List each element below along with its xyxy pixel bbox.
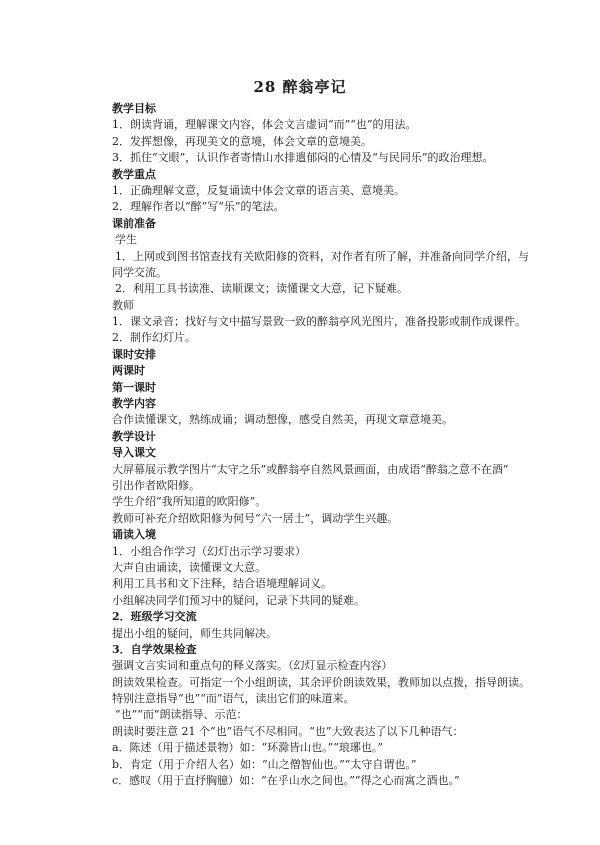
text-line: 1．正确理解文意，反复诵读中体会文章的语言美、意境美。 [112,183,405,197]
text-line: 1．朗读背诵，理解课文内容，体会文言虚词“而”“也”的用法。 [112,118,417,132]
text-line: 朗读时要注意 21 个“也”语气不尽相同。“也”大致表达了以下几种语气： [112,724,464,738]
text-line: 学生介绍“我所知道的欧阳修”。 [112,495,267,509]
text-line: c．感叹（用于直抒胸臆）如：“在乎山水之间也。”“得之心而寓之酒也。” [112,774,460,788]
text-line: 两课时 [112,364,145,378]
document-title: 28 醉翁亭记 [253,78,347,96]
text-line: 2．班级学习交流 [112,610,197,624]
text-line: b．肯定（用于介绍人名）如：“山之僧智仙也。”“太守自谓也。” [112,757,417,771]
text-line: 课前准备 [112,216,156,230]
text-line: 1．课文录音；找好与文中描写景致一致的醉翁亭风光图片，准备投影或制作成课件。 [112,315,526,329]
text-line: 学生 [115,233,137,247]
text-line: 小组解决同学们预习中的疑问，记录下共同的疑难。 [112,593,365,607]
text-line: 教学设计 [112,429,156,443]
text-line: 提出小组的疑问，师生共同解决。 [112,626,277,640]
text-line: 3．抓住“文眼”，认识作者寄情山水排遣郁闷的心情及“与民同乐”的政治理想。 [112,151,494,165]
text-line: “也”“而”朗读指导、示范： [115,708,248,722]
text-line: 特别注意指导“也”“而”语气，读出它们的味道来。 [112,692,355,706]
text-line: 朗读效果检查。可指定一个小组朗读，其余评价朗读效果，教师加以点拨，指导朗读。 [112,675,530,689]
text-line: 强调文言实词和重点句的释义落实。（幻灯显示检查内容） [112,659,393,673]
document-body [112,101,532,789]
text-line: 教学重点 [112,167,156,181]
text-line: 利用工具书和文下注释，结合语境理解词义。 [112,577,332,591]
text-line: 2．制作幻灯片。 [112,331,196,345]
text-line: 2．利用工具书读准、读顺课文；读懂课文大意，记下疑难。 [115,282,408,296]
text-line: 同学交流。 [112,265,167,279]
text-line: 教学目标 [112,102,156,115]
text-line: 课时安排 [112,347,156,361]
text-line: 1．小组合作学习（幻灯出示学习要求） [112,544,306,558]
text-line: 教学内容 [112,397,156,411]
text-line: 引出作者欧阳修。 [112,478,200,492]
text-line: 诵读入境 [112,528,156,542]
text-line: 教师可补充介绍欧阳修为何号“六一居士”，调动学生兴趣。 [112,511,399,525]
text-line: 3．自学效果检查 [112,642,197,656]
text-line: 教师 [112,298,134,312]
text-line: 1．上网或到图书馆查找有关欧阳修的资料，对作者有所了解，并准备向同学介绍，与 [115,249,529,263]
text-line: 第一课时 [112,380,156,394]
text-line: 2．发挥想像，再现美文的意境，体会文章的意境美。 [112,134,372,148]
text-line: 2．理解作者以“醉”写“乐”的笔法。 [112,200,285,214]
text-line: 合作读懂课文，熟练成诵；调动想像，感受自然美，再现文章意境美。 [112,413,453,427]
text-line: 大声自由诵读，读懂课文大意。 [112,560,266,574]
text-line: 导入课文 [112,446,156,460]
text-line: a．陈述（用于描述景物）如：“环滁皆山也。”“琅琊也。” [112,741,384,755]
text-line: 大屏幕展示教学图片“太守之乐”或醉翁亭自然风景画面，由成语“醉翁之意不在酒” [112,462,509,476]
